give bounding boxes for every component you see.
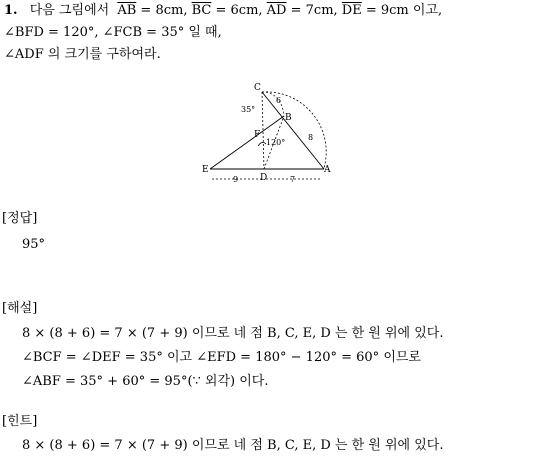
explanation-header: [해설]	[2, 301, 38, 316]
problem-line-2: ∠BFD = 120°, ∠FCB = 35° 일 때,	[4, 25, 222, 40]
geometry-figure	[196, 78, 336, 188]
segment-bc-value: = 6cm,	[211, 3, 267, 18]
label-b: B	[285, 113, 292, 123]
hint-header: [힌트]	[2, 414, 38, 429]
label-length-da: 7	[290, 175, 296, 184]
segment-ab: $\overline{AB}$	[117, 3, 137, 18]
problem-line-1	[4, 3, 442, 19]
label-a: A	[324, 165, 331, 175]
problem-line-3: ∠ADF 의 크기를 구하여라.	[4, 47, 161, 62]
label-length-ed: 9	[233, 175, 239, 184]
problem-lead: 다음 그림에서	[29, 3, 110, 18]
segment-ad: $\overline{AD}$	[266, 3, 287, 18]
explanation-line-3: ∠ABF = 35° + 60° = 95°(∵ 외각) 이다.	[22, 374, 269, 389]
segment-de: $\overline{DE}$	[341, 3, 362, 18]
label-d: D	[260, 173, 268, 183]
label-angle-c: 35°	[241, 105, 256, 114]
answer-value: 95°	[22, 237, 46, 252]
label-c: C	[254, 83, 261, 93]
answer-header: [정답]	[2, 211, 38, 226]
segment-ad-value: = 7cm,	[286, 3, 342, 18]
explanation-line-2: ∠BCF = ∠DEF = 35° 이고 ∠EFD = 180° − 120° = 60° 이므로	[22, 350, 421, 365]
label-length-ba: 8	[308, 133, 314, 142]
segment-ab-value: = 8cm,	[136, 3, 192, 18]
label-e: E	[202, 165, 209, 175]
label-angle-f: 120°	[266, 138, 286, 147]
angle-arc-f	[258, 142, 266, 146]
segment-bc: $\overline{BC}$	[191, 3, 212, 18]
segment-ca	[262, 92, 324, 169]
segment-de-value: = 9cm 이고,	[361, 3, 443, 18]
problem-number: 1.	[4, 3, 18, 18]
explanation-line-1: 8 × (8 + 6) = 7 × (7 + 9) 이므로 네 점 B, C, E, D 는 한 원 위에 있다.	[22, 326, 444, 341]
hint-line: 8 × (8 + 6) = 7 × (7 + 9) 이므로 네 점 B, C, E, D 는 한 원 위에 있다.	[22, 438, 444, 453]
label-length-cb: 6	[276, 96, 282, 105]
label-f: F	[254, 130, 261, 140]
